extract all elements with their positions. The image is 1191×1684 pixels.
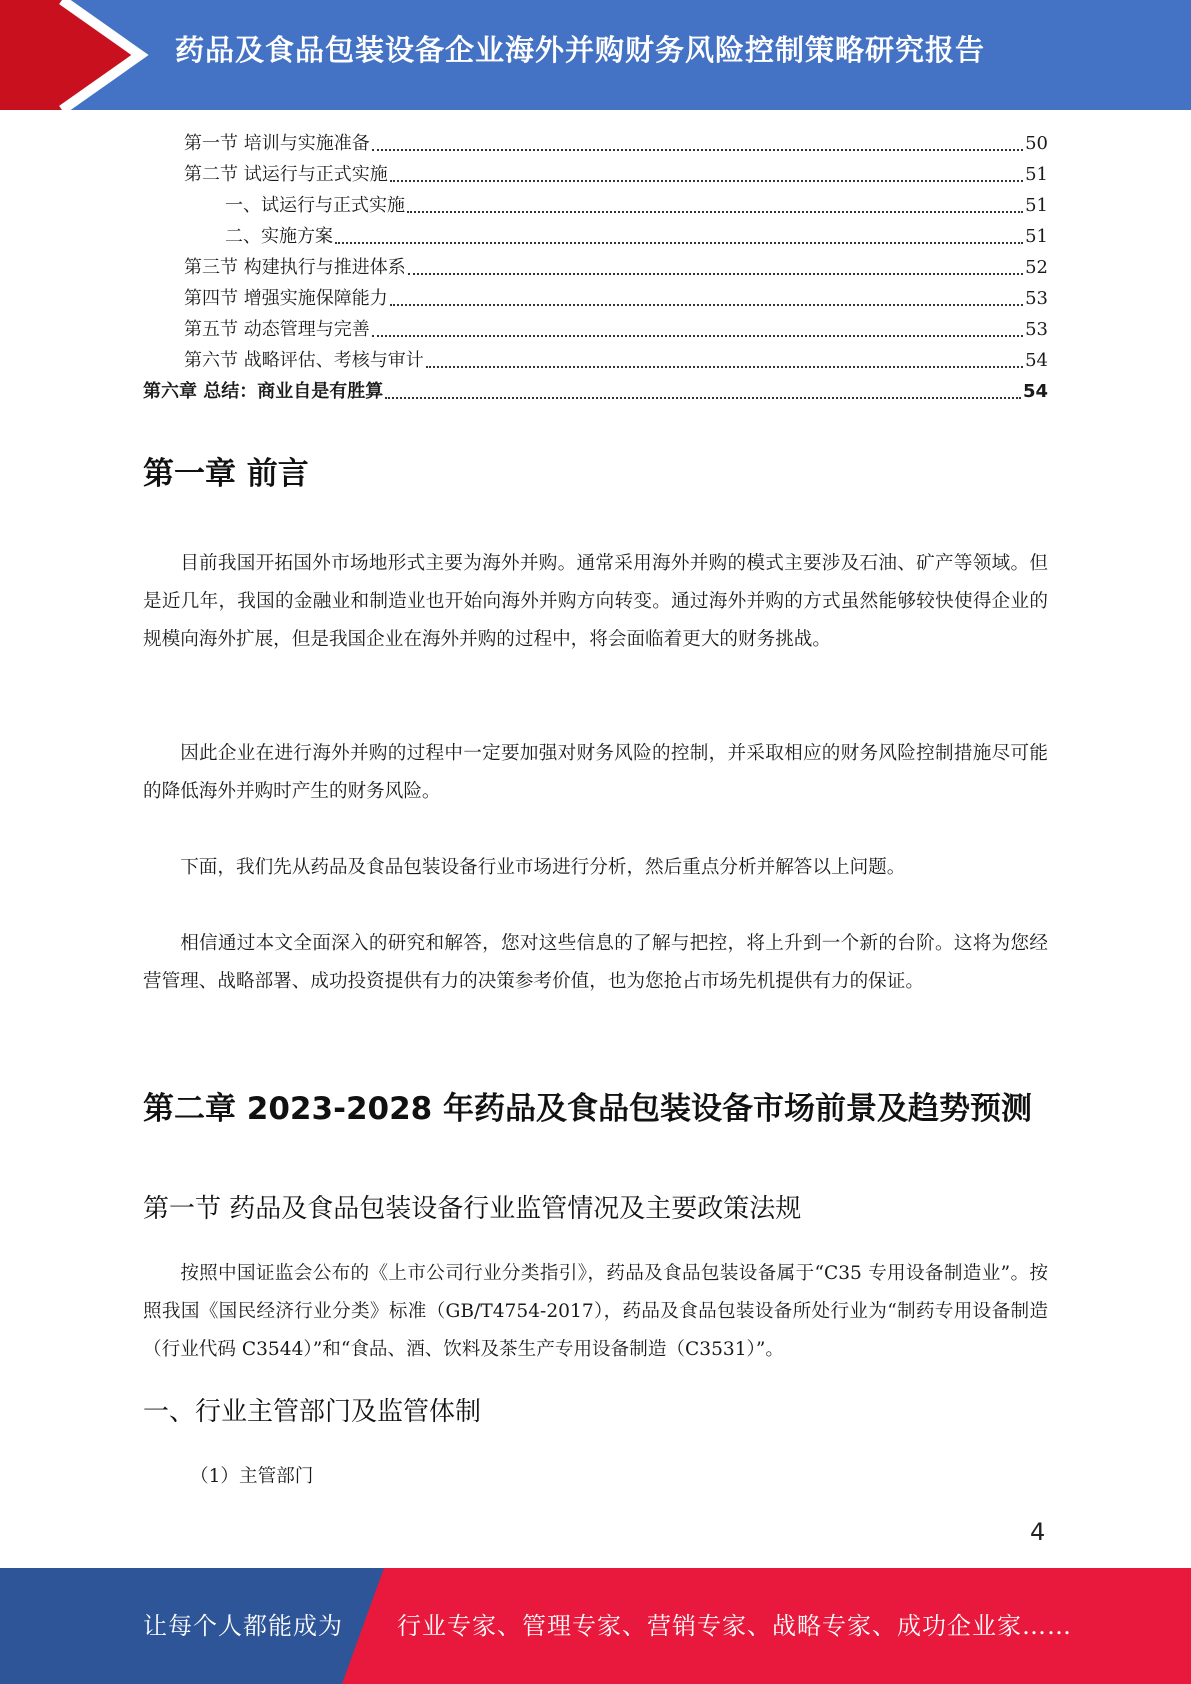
footer-slogan-right: 行业专家、管理专家、营销专家、战略专家、成功企业家……	[397, 1612, 1072, 1640]
toc-entry-label: 二、实施方案	[225, 226, 333, 247]
toc-entry-page: 50	[1025, 133, 1048, 154]
chapter1-paragraph: 下面，我们先从药品及食品包装设备行业市场进行分析，然后重点分析并解答以上问题。	[180, 857, 906, 878]
report-title: 药品及食品包装设备企业海外并购财务风险控制策略研究报告	[175, 33, 986, 67]
toc-entry-page: 53	[1025, 319, 1048, 340]
footer-slogan-left: 让每个人都能成为	[143, 1612, 343, 1640]
table-of-contents	[143, 128, 1048, 407]
toc-entry-page: 54	[1025, 350, 1048, 371]
toc-entry[interactable]	[143, 283, 1048, 314]
toc-leader-dots	[426, 365, 1023, 368]
chapter1-heading: 第一章 前言	[143, 456, 309, 492]
toc-leader-dots	[390, 303, 1023, 306]
toc-entry-chapter[interactable]	[143, 376, 1048, 407]
toc-entry-page: 51	[1025, 195, 1048, 216]
chapter1-paragraph: 目前我国开拓国外市场地形式主要为海外并购。通常采用海外并购的模式主要涉及石油、矿产等领域。但是近几年，我国的金融业和制造业也开始向海外并购方向转变。通过海外并购的方式虽然能够较快使得企业的规模向海外扩展，但是我国企业在海外并购的过程中，将会面临着更大的财务挑战。	[143, 553, 1048, 650]
toc-entry-label: 第一节 培训与实施准备	[184, 133, 370, 154]
toc-entry-label: 第二节 试运行与正式实施	[184, 164, 388, 185]
toc-leader-dots	[408, 272, 1023, 275]
toc-entry[interactable]	[143, 128, 1048, 159]
toc-leader-dots	[385, 396, 1021, 399]
chapter1-paragraph: 相信通过本文全面深入的研究和解答，您对这些信息的了解与把控，将上升到一个新的台阶。这将为您经营管理、战略部署、成功投资提供有力的决策参考价值，也为您抢占市场先机提供有力的保证。	[143, 933, 1048, 992]
toc-entry-page: 54	[1022, 381, 1048, 402]
section-paragraph: 按照中国证监会公布的《上市公司行业分类指引》，药品及食品包装设备属于“C35 专用设备制造业”。按照我国《国民经济行业分类》标准（GB/T4754-2017），药品及食品包装设备所处行业为“制药专用设备制造（行业代码 C3544）”和“食品、酒、饮料及茶生产专用设备制造（C3531）”。	[143, 1263, 1048, 1360]
page-number: 4	[1030, 1518, 1046, 1546]
toc-entry[interactable]	[143, 345, 1048, 376]
subsection-heading: 一、行业主管部门及监管体制	[143, 1397, 482, 1427]
toc-entry-label: 第五节 动态管理与完善	[184, 319, 370, 340]
toc-entry-label: 一、试运行与正式实施	[225, 195, 405, 216]
footer-banner	[0, 1568, 1191, 1684]
chapter2-heading: 第二章 2023-2028 年药品及食品包装设备市场前景及趋势预测	[143, 1091, 1033, 1127]
list-item: （1）主管部门	[190, 1466, 314, 1487]
toc-entry-label: 第六章 总结：商业自是有胜算	[143, 381, 384, 402]
header-banner	[0, 0, 1191, 110]
toc-leader-dots	[335, 241, 1023, 244]
toc-leader-dots	[407, 210, 1023, 213]
toc-entry-page: 53	[1025, 288, 1048, 309]
toc-leader-dots	[390, 179, 1023, 182]
toc-entry[interactable]	[143, 252, 1048, 283]
toc-leader-dots	[372, 334, 1023, 337]
toc-entry-label: 第四节 增强实施保障能力	[184, 288, 388, 309]
toc-entry-page: 52	[1025, 257, 1048, 278]
chapter1-paragraph: 因此企业在进行海外并购的过程中一定要加强对财务风险的控制，并采取相应的财务风险控制措施尽可能的降低海外并购时产生的财务风险。	[143, 743, 1048, 802]
toc-entry-label: 第三节 构建执行与推进体系	[184, 257, 406, 278]
toc-entry-page: 51	[1025, 164, 1048, 185]
toc-entry[interactable]	[143, 314, 1048, 345]
toc-entry-page: 51	[1025, 226, 1048, 247]
toc-entry-label: 第六节 战略评估、考核与审计	[184, 350, 424, 371]
toc-entry[interactable]	[143, 159, 1048, 190]
toc-leader-dots	[372, 148, 1023, 151]
section-heading: 第一节 药品及食品包装设备行业监管情况及主要政策法规	[143, 1194, 802, 1224]
toc-entry[interactable]	[143, 221, 1048, 252]
toc-entry[interactable]	[143, 190, 1048, 221]
